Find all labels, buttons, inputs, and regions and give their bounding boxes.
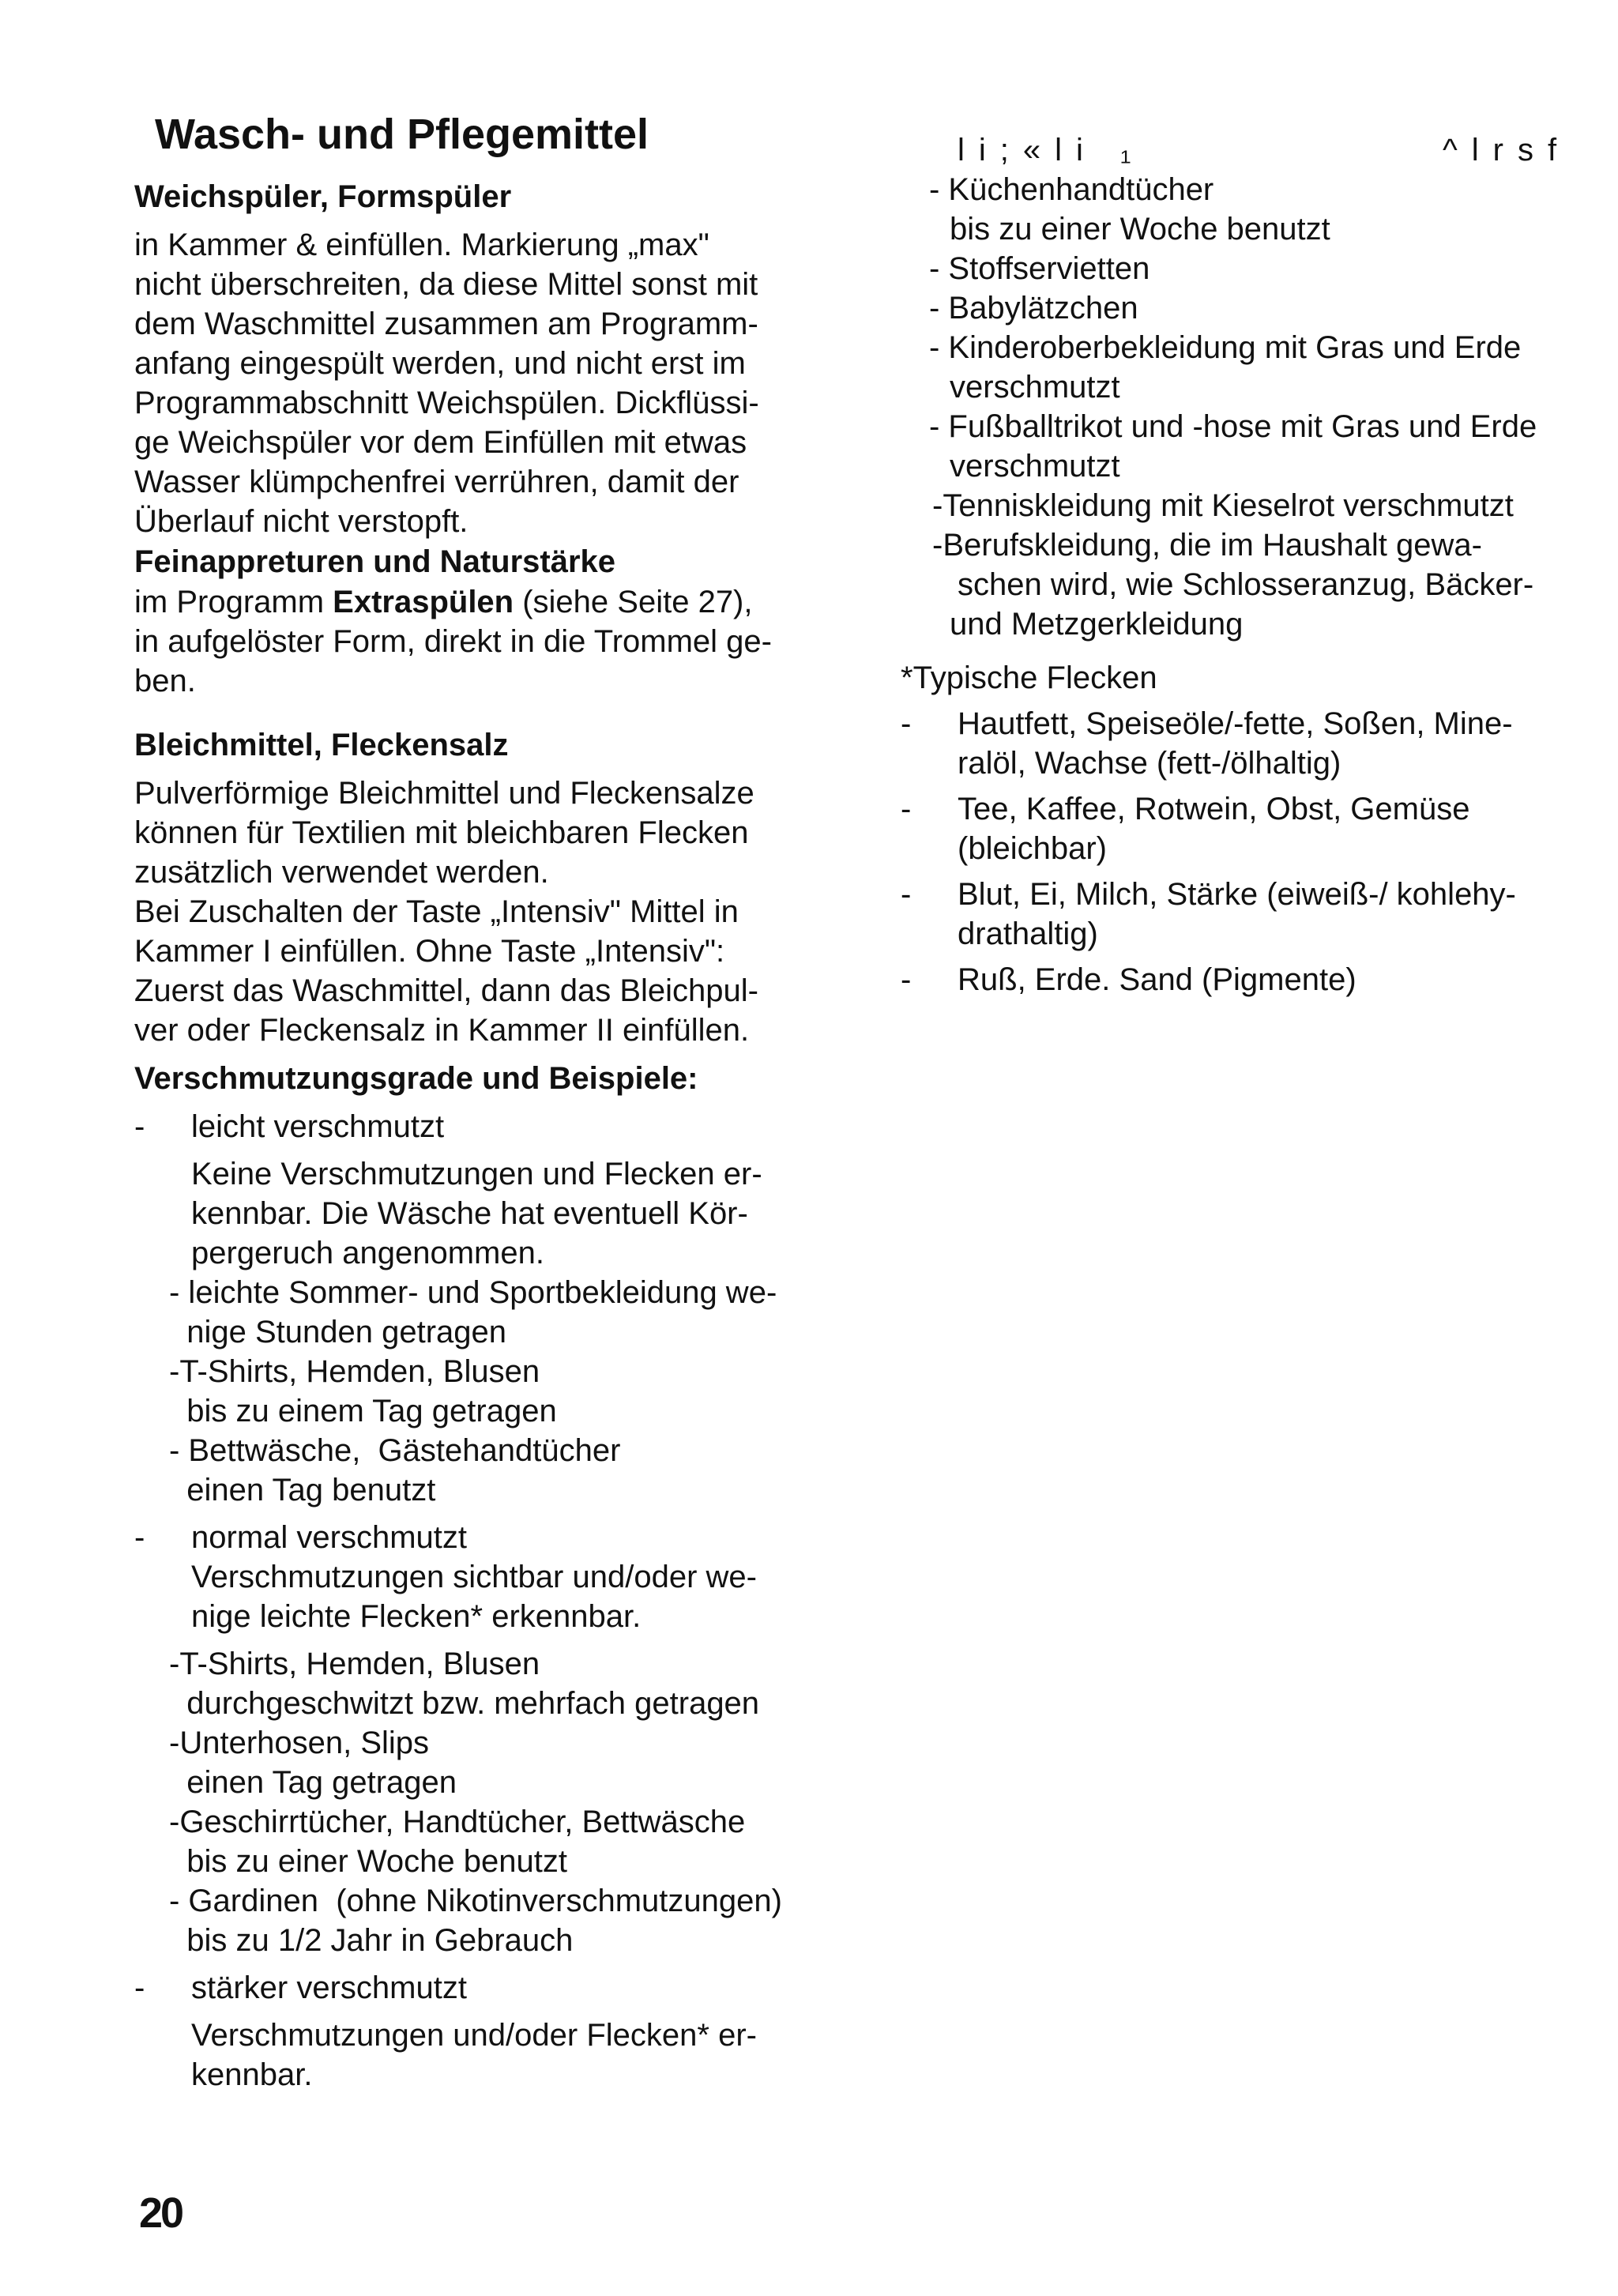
text-line: kennbar.	[191, 2057, 313, 2092]
heading-typische-flecken: *Typische Flecken	[901, 661, 1157, 695]
dash-marker: -	[901, 792, 912, 826]
list-item: verschmutzt	[950, 449, 1120, 484]
dash-marker: -	[901, 877, 912, 912]
right-column	[901, 130, 1596, 999]
page-number: 20	[139, 2189, 182, 2237]
text-line: zusätzlich verwendet werden.	[134, 855, 549, 890]
text-line: (bleichbar)	[958, 831, 1107, 866]
text-span: im Programm	[134, 585, 333, 619]
text-line: Hautfett, Speiseöle/-fette, Soßen, Mine-	[958, 706, 1513, 741]
program-name-extraspuelen: Extraspülen	[333, 585, 514, 619]
dash-marker: -	[134, 1970, 145, 2005]
grade-description	[134, 2016, 845, 2095]
stain-item	[901, 960, 1596, 999]
page-title: Wasch- und Pflegemittel	[155, 111, 649, 158]
text-line: Blut, Ei, Milch, Stärke (eiweiß-/ kohlehy-	[958, 877, 1516, 912]
stain-item	[901, 789, 1596, 868]
list-item: verschmutzt	[950, 370, 1120, 405]
text-line: Wasser klümpchenfrei verrühren, damit der	[134, 465, 739, 499]
garbled-text-right: ^lrsf	[1443, 133, 1571, 167]
grade-description	[134, 1154, 845, 1273]
list-item: bis zu einer Woche benutzt	[950, 212, 1330, 247]
text-line: - Gardinen (ohne Nikotinverschmutzungen)	[169, 1884, 782, 1918]
list-item-staerker	[134, 1968, 845, 2008]
grade-label: normal verschmutzt	[191, 1520, 467, 1555]
text-line: Kammer I einfüllen. Ohne Taste „Intensiv":	[134, 934, 725, 969]
text-line: Überlauf nicht verstopft.	[134, 504, 468, 539]
text-line: bis zu einer Woche benutzt	[169, 1844, 567, 1879]
text-line: anfang eingespült werden, und nicht erst im	[134, 346, 746, 381]
text-line	[134, 582, 845, 622]
list-item: und Metzgerkleidung	[950, 607, 1244, 642]
stain-item	[901, 704, 1596, 783]
list-item: schen wird, wie Schlosseranzug, Bäcker-	[958, 567, 1534, 602]
text-line: können für Textilien mit bleichbaren Flecken	[134, 815, 749, 850]
dash-marker: -	[901, 706, 912, 741]
list-item: -Tenniskleidung mit Kieselrot verschmutzt	[932, 488, 1514, 523]
grade-label: leicht verschmutzt	[191, 1109, 445, 1144]
stain-text	[958, 875, 1516, 954]
text-line: Verschmutzungen und/oder Flecken* er-	[191, 2018, 757, 2053]
heading-weichspueler: Weichspüler, Formspüler	[134, 179, 512, 214]
garbled-header-line	[958, 130, 1596, 170]
left-column	[134, 107, 845, 2095]
text-line: nige leichte Flecken* erkennbar.	[191, 1599, 642, 1634]
stain-text	[958, 789, 1469, 868]
heading-bleichmittel: Bleichmittel, Fleckensalz	[134, 728, 509, 762]
list-item-normal	[134, 1518, 845, 1557]
text-line: in aufgelöster Form, direkt in die Trommel ge-	[134, 624, 772, 659]
dash-marker: -	[134, 1109, 145, 1144]
text-span: (siehe Seite 27),	[514, 585, 753, 619]
text-line: einen Tag getragen	[169, 1765, 457, 1800]
list-item: -Berufskleidung, die im Haushalt gewa-	[932, 528, 1482, 563]
text-line: ben.	[134, 664, 196, 698]
heading-feinappreturen: Feinappreturen und Naturstärke	[134, 544, 616, 579]
dash-marker: -	[134, 1520, 145, 1555]
paragraph-bleichmittel	[134, 773, 845, 1050]
stain-item	[901, 875, 1596, 954]
text-line: -Geschirrtücher, Handtücher, Bettwäsche	[169, 1805, 746, 1839]
grade-examples	[134, 1273, 845, 1510]
text-line: Programmabschnitt Weichspülen. Dickflüssi-	[134, 386, 759, 420]
text-line: ralöl, Wachse (fett-/ölhaltig)	[958, 746, 1341, 781]
list-item: - Küchenhandtücher	[929, 172, 1214, 207]
list-item-leicht	[134, 1107, 845, 1146]
stain-text	[958, 704, 1513, 783]
text-line: bis zu einem Tag getragen	[169, 1394, 557, 1428]
paragraph-weichspueler	[134, 225, 845, 541]
text-line: durchgeschwitzt bzw. mehrfach getragen	[169, 1686, 760, 1721]
grade-description	[134, 1557, 845, 1636]
text-line: kennbar. Die Wäsche hat eventuell Kör-	[191, 1196, 748, 1231]
grade-examples	[134, 1644, 845, 1960]
heading-verschmutzungsgrade: Verschmutzungsgrade und Beispiele:	[134, 1061, 698, 1096]
list-item: - Fußballtrikot und -hose mit Gras und Erde	[929, 409, 1537, 444]
text-line: nicht überschreiten, da diese Mittel sonst mit	[134, 267, 758, 302]
text-line: dem Waschmittel zusammen am Programm-	[134, 307, 758, 341]
text-line: nige Stunden getragen	[169, 1315, 507, 1349]
list-item: - Stoffservietten	[929, 251, 1150, 286]
text-line: ge Weichspüler vor dem Einfüllen mit etwas	[134, 425, 747, 460]
dash-marker: -	[901, 962, 912, 997]
text-line: -Unterhosen, Slips	[169, 1726, 430, 1760]
text-line: Tee, Kaffee, Rotwein, Obst, Gemüse	[958, 792, 1470, 826]
paragraph-feinappreturen	[134, 582, 845, 701]
text-line: in Kammer & einfüllen. Markierung „max"	[134, 228, 709, 262]
text-line: -T-Shirts, Hemden, Blusen	[169, 1647, 540, 1681]
text-line: pergeruch angenommen.	[191, 1236, 544, 1270]
text-line: Ruß, Erde. Sand (Pigmente)	[958, 962, 1356, 997]
text-line: Keine Verschmutzungen und Flecken er-	[191, 1157, 762, 1191]
text-line: - leichte Sommer- und Sportbekleidung we-	[169, 1275, 777, 1310]
example-list-continued	[901, 170, 1596, 644]
text-line: -T-Shirts, Hemden, Blusen	[169, 1354, 540, 1389]
list-item: - Kinderoberbekleidung mit Gras und Erde	[929, 330, 1522, 365]
text-line: drathaltig)	[958, 917, 1098, 951]
list-item: - Babylätzchen	[929, 291, 1138, 326]
text-line: bis zu 1/2 Jahr in Gebrauch	[169, 1923, 574, 1958]
text-line: Bei Zuschalten der Taste „Intensiv" Mittel in	[134, 894, 739, 929]
stain-text	[958, 960, 1356, 999]
text-line: ver oder Fleckensalz in Kammer II einfüllen.	[134, 1013, 750, 1048]
grade-label: stärker verschmutzt	[191, 1970, 467, 2005]
text-line: einen Tag benutzt	[169, 1473, 436, 1507]
text-line: - Bettwäsche, Gästehandtücher	[169, 1433, 621, 1468]
text-line: Pulverförmige Bleichmittel und Fleckensalze	[134, 776, 754, 811]
text-line: Zuerst das Waschmittel, dann das Bleichpul-	[134, 973, 758, 1008]
text-line: Verschmutzungen sichtbar und/oder we-	[191, 1560, 757, 1594]
garbled-text-left: li;«li ₁	[958, 133, 1146, 167]
